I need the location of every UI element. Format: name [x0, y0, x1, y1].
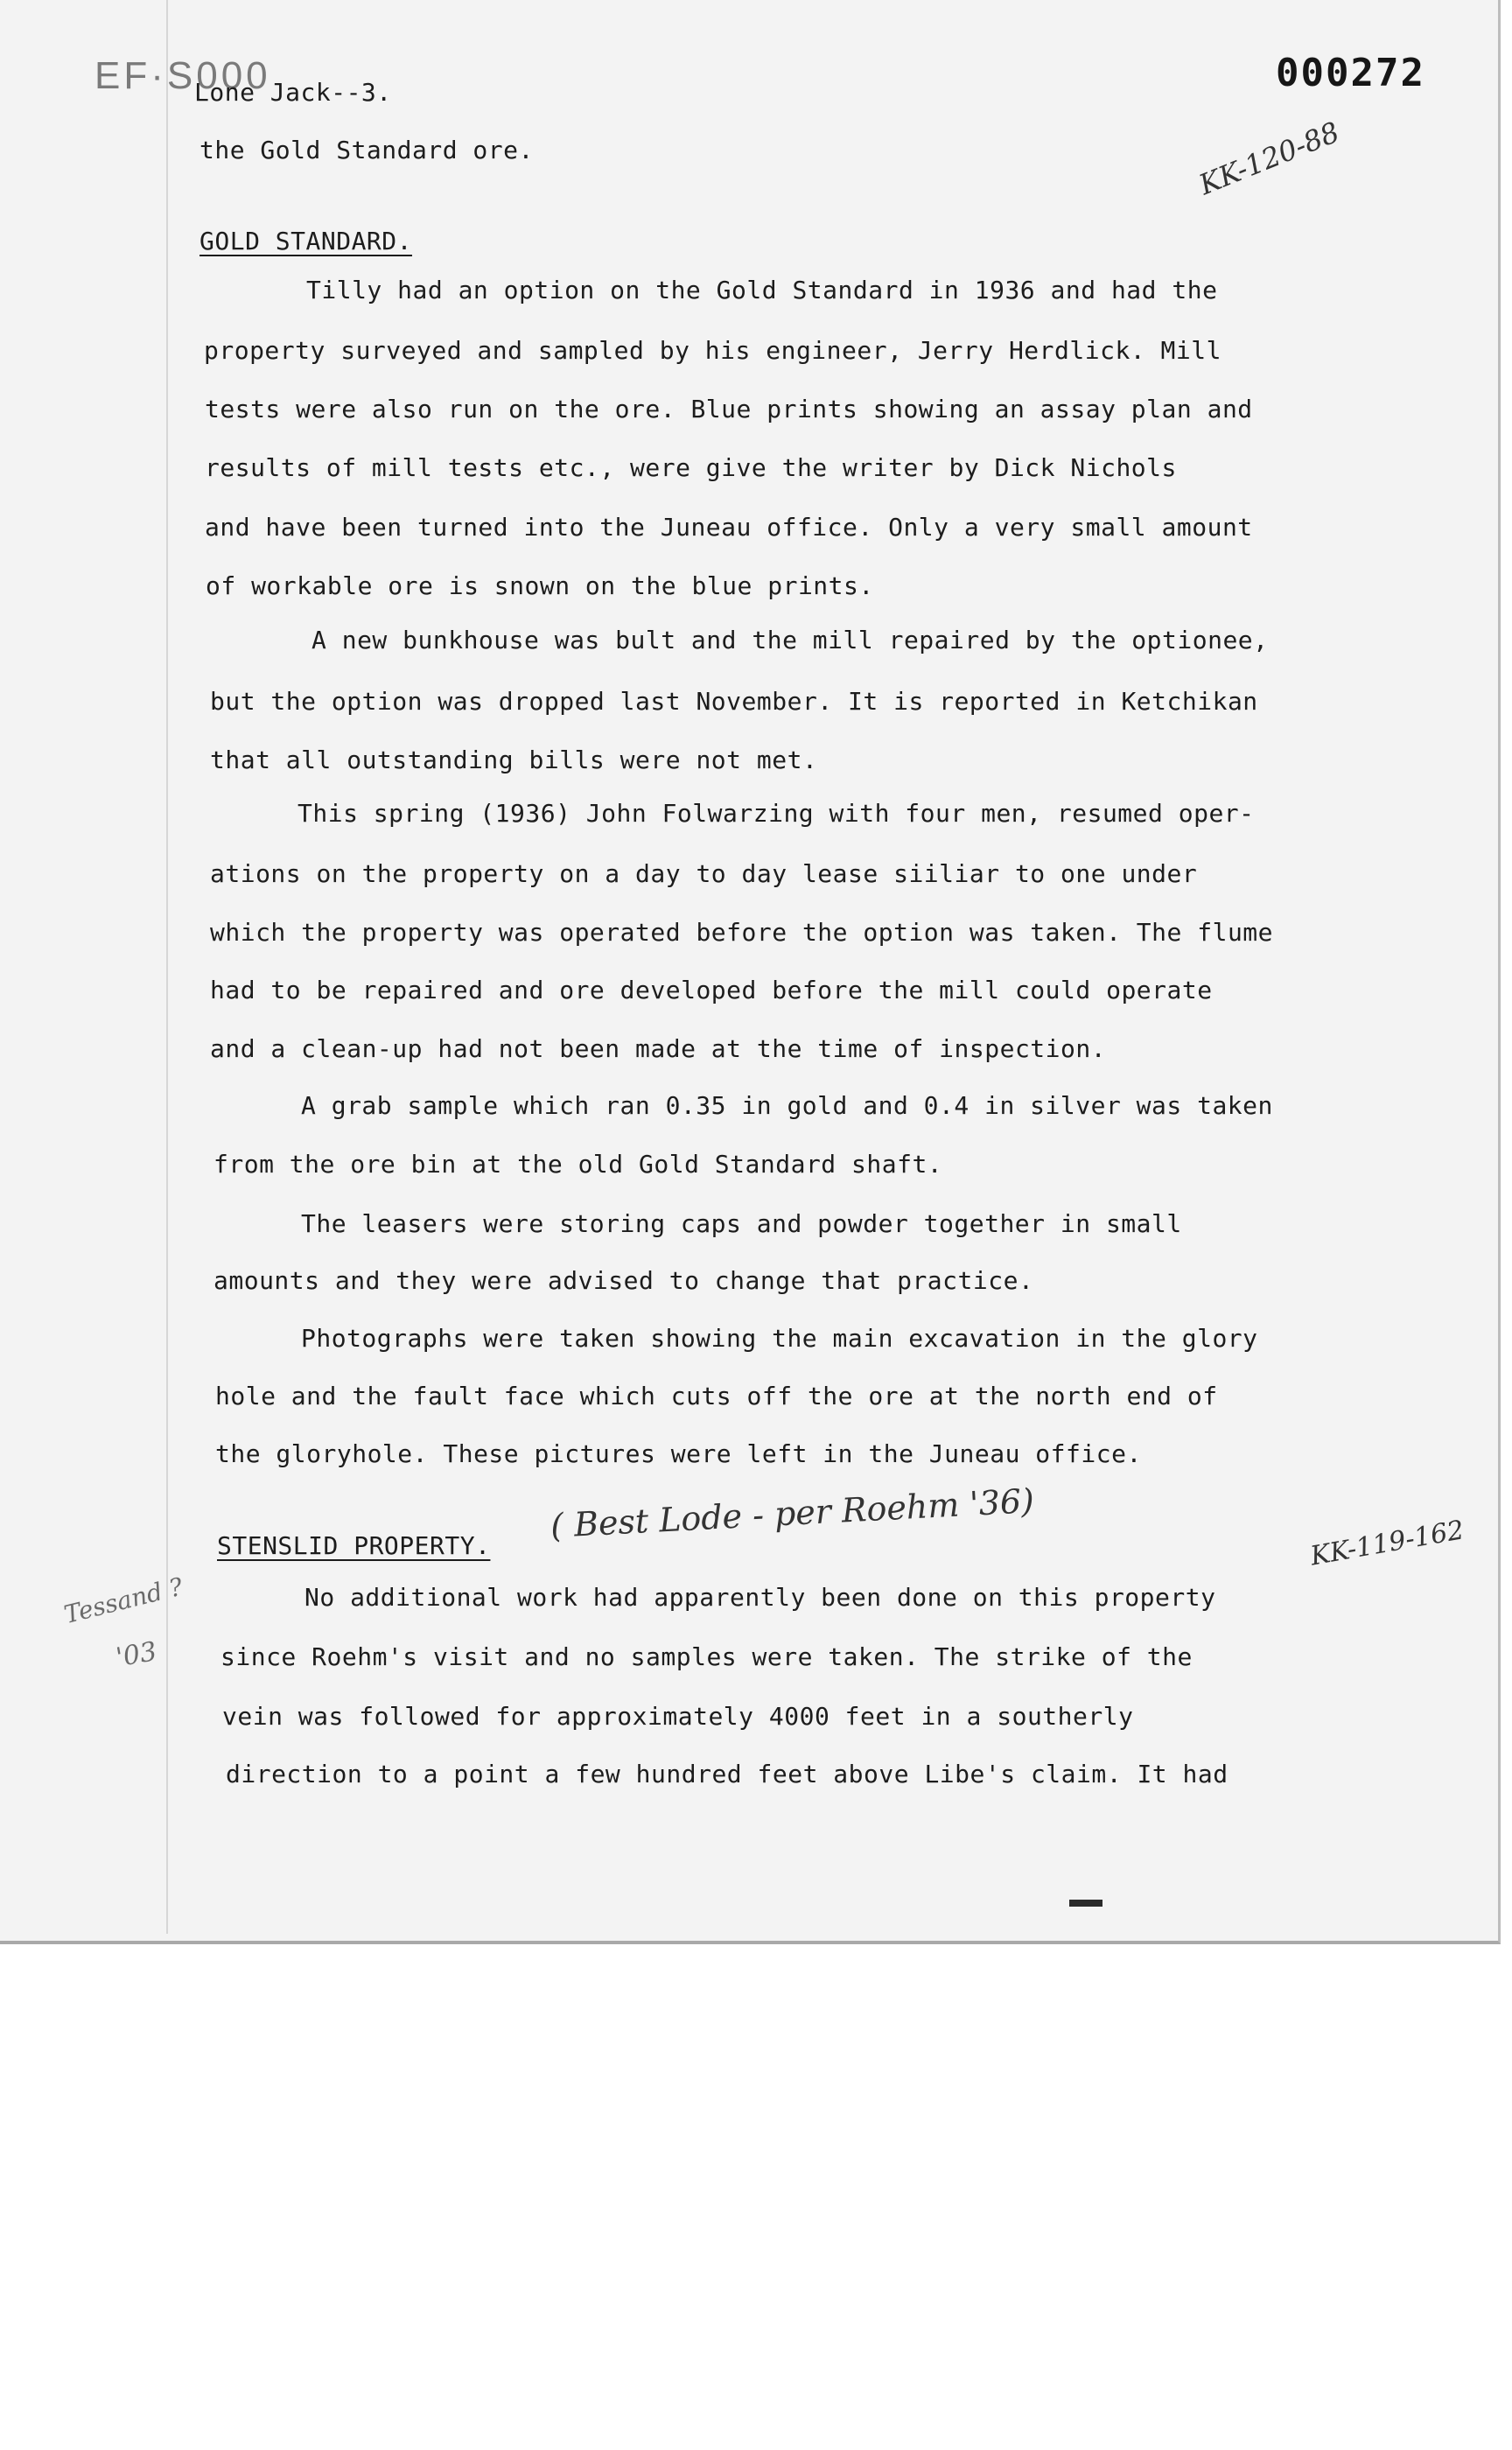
- text-line: and have been turned into the Juneau office. Only a very small amount: [205, 513, 1253, 542]
- text-line: ations on the property on a day to day lease siiliar to one under: [210, 859, 1198, 888]
- handwritten-reference-2: KK-119-162: [1308, 1515, 1466, 1572]
- stamp-number: EF·S000: [94, 54, 271, 97]
- text-line: hole and the fault face which cuts off the ore at the north end of: [215, 1382, 1218, 1410]
- text-line: of workable ore is snown on the blue prints.: [206, 571, 874, 600]
- binding-shadow: [166, 0, 168, 1934]
- text-line: property surveyed and sampled by his engineer, Jerry Herdlick. Mill: [204, 336, 1222, 365]
- text-line: that all outstanding bills were not met.: [210, 746, 818, 774]
- text-line: No additional work had apparently been done on this property: [304, 1583, 1216, 1612]
- text-line: the Gold Standard ore.: [200, 136, 534, 164]
- document-number: 000272: [1276, 51, 1425, 95]
- section-heading-stenslid: STENSLID PROPERTY.: [217, 1531, 491, 1560]
- section-heading-gold-standard: GOLD STANDARD.: [200, 227, 413, 256]
- scan-artifact: [1069, 1900, 1102, 1907]
- text-line: direction to a point a few hundred feet above Libe's claim. It had: [226, 1760, 1228, 1788]
- text-line: tests were also run on the ore. Blue prints showing an assay plan and: [205, 395, 1253, 424]
- text-line: and a clean-up had not been made at the time of inspection.: [210, 1034, 1107, 1063]
- text-line: but the option was dropped last November. It is reported in Ketchikan: [210, 687, 1258, 716]
- text-line: A new bunkhouse was bult and the mill repaired by the optionee,: [312, 626, 1269, 654]
- text-line: results of mill tests etc., were give the writer by Dick Nichols: [205, 453, 1177, 482]
- page-header: Lone Jack--3.: [194, 78, 392, 107]
- handwritten-margin-note: '03: [114, 1635, 159, 1674]
- text-line: since Roehm's visit and no samples were taken. The strike of the: [220, 1642, 1193, 1671]
- text-line: had to be repaired and ore developed before the mill could operate: [210, 976, 1213, 1004]
- text-line: A grab sample which ran 0.35 in gold and 0.4 in silver was taken: [301, 1091, 1273, 1120]
- handwritten-reference-1: KK-120-88: [1194, 115, 1344, 202]
- text-line: vein was followed for approximately 4000 feet in a southerly: [222, 1702, 1134, 1731]
- text-line: from the ore bin at the old Gold Standard shaft.: [214, 1150, 943, 1179]
- text-line: amounts and they were advised to change that practice.: [214, 1266, 1034, 1295]
- text-line: The leasers were storing caps and powder together in small: [301, 1209, 1182, 1238]
- text-line: Tilly had an option on the Gold Standard in 1936 and had the: [306, 276, 1218, 304]
- text-line: which the property was operated before the option was taken. The flume: [210, 918, 1274, 947]
- handwritten-margin-note: Tessand ?: [61, 1572, 186, 1630]
- text-line: the gloryhole. These pictures were left in the Juneau office.: [215, 1439, 1142, 1468]
- handwritten-inline-note: ( Best Lode - per Roehm '36): [550, 1481, 1035, 1545]
- text-line: This spring (1936) John Folwarzing with four men, resumed oper-: [298, 799, 1255, 828]
- text-line: Photographs were taken showing the main excavation in the glory: [301, 1324, 1258, 1353]
